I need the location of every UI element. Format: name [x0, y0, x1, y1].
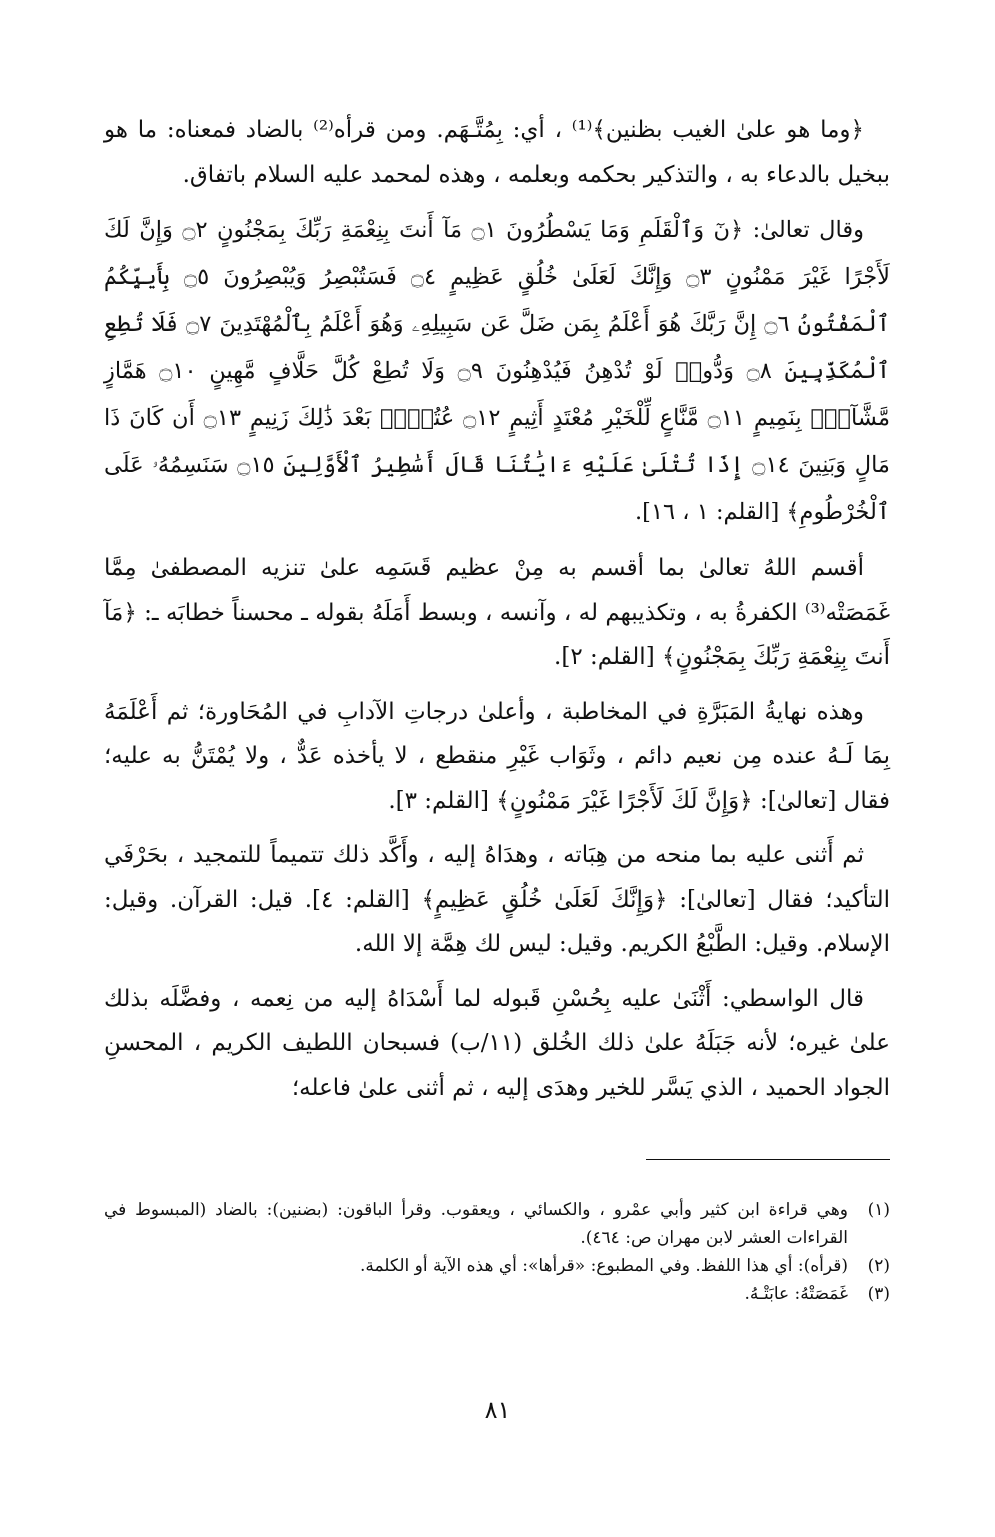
- footnote-number: (٢): [867, 1256, 890, 1276]
- footnote-number: (١): [867, 1200, 890, 1220]
- main-text: [104, 108, 890, 1120]
- paragraph-4: وهذه نهايةُ المَبَرَّةِ في المخاطبة ، وأعلىٰ درجاتِ الآدابِ في المُحَاورة؛ ثم أَعْلَمَهُ بِمَا لَـهُ عنده مِن نعيم دائم ، وثَوَاب غَيْرِ منقطع ، لا يأخذه عَدٌّ ، ولا يُمْتَنُّ به عليه؛ فقال [تعالىٰ]: ﴿وَإِنَّ لَكَ لَأَجْرًا غَيْرَ مَمْنُونٍ﴾ [القلم: ٣].: [104, 698, 890, 814]
- footnote-divider: [646, 1159, 890, 1160]
- footnote-text: وهي قراءة ابن كثير وأبي عمْرو ، والكسائي ، ويعقوب. وقرأ الباقون: (بضنين): بالضاد (المبسوط في القراءات العشر لابن مهران ص: ٤٦٤).: [104, 1200, 848, 1248]
- footnote-text: غَمَصَتْهُ: عابَتْـهُ.: [744, 1284, 848, 1304]
- paragraph-6: قال الواسطي: أَثْنَىٰ عليه بِحُسْنِ قَبوله لما أَسْدَاهُ إليه من نِعمه ، وفضَّلَه بذلك علىٰ غيره؛ لأنه جَبَلَهُ علىٰ ذلك الخُلق (١١/ب) فسبحان اللطيف الكريم ، المحسنِ الجواد الحميد ، الذي يَسَّر للخير وهدَى إليه ، ثم أثنى علىٰ فاعله؛: [104, 985, 890, 1101]
- footnote-1: [104, 1196, 890, 1252]
- footnote-number: (٣): [867, 1284, 890, 1304]
- footnotes: [104, 1196, 890, 1308]
- paragraph-5: ثم أَثنى عليه بما منحه من هِبَاته ، وهدَاهُ إليه ، وأَكَّد ذلك تتميماً للتمجيد ، بحَرْفَي التأكيد؛ فقال [تعالىٰ]: ﴿وَإِنَّكَ لَعَلَىٰ خُلُقٍ عَظِيمٍ﴾ [القلم: ٤]. قيل: القرآن. وقيل: الإسلام. وقيل: الطَّبْعُ الكريم. وقيل: ليس لك هِمَّة إلا الله.: [104, 842, 890, 957]
- footnote-2: [104, 1252, 890, 1280]
- page-number: ٨١: [484, 1396, 511, 1424]
- footnote-3: [104, 1280, 890, 1308]
- footnote-text: (قرأه): أي هذا اللفظ. وفي المطبوع: «قرأها»: أي هذه الآية أو الكلمة.: [359, 1256, 848, 1276]
- paragraph-3: أقسم اللهُ تعالىٰ بما أقسم به مِنْ عظيم قَسَمِه علىٰ تنزيه المصطفىٰ مِمَّا غَمَصَتْه⁽³⁾ الكفرةُ به ، وتكذيبهم له ، وآنسه ، وبسط أَمَلَهُ بقوله ـ محسناً خطابَه ـ: ﴿مَآ أَنتَ بِنِعْمَةِ رَبِّكَ بِمَجْنُونٍ﴾ [القلم: ٢].: [104, 555, 890, 670]
- paragraph-1: ﴿وما هو علىٰ الغيب بظنين﴾⁽¹⁾ ، أي: بِمُتَّـهَم. ومن قرأه⁽²⁾ بالضاد فمعناه: ما هو ببخيل بالدعاء به ، والتذكير بحكمه وبعلمه ، وهذه لمحمد عليه السلام باتفاق.: [104, 117, 890, 188]
- paragraph-2-quran: وقال تعالىٰ: ﴿نٓ وَٱلْقَلَمِ وَمَا يَسْطُرُونَ ۝١ مَآ أَنتَ بِنِعْمَةِ رَبِّكَ بِمَجْنُونٍ ۝٢ وَإِنَّ لَكَ لَأَجْرًا غَيْرَ مَمْنُونٍ ۝٣ وَإِنَّكَ لَعَلَىٰ خُلُقٍ عَظِيمٍ ۝٤ فَسَتُبْصِرُ وَيُبْصِرُونَ ۝٥ بِأَييِّكُمُ ٱلْمَفْتُونُ ۝٦ إِنَّ رَبَّكَ هُوَ أَعْلَمُ بِمَن ضَلَّ عَن سَبِيلِهِۦ وَهُوَ أَعْلَمُ بِٱلْمُهْتَدِينَ ۝٧ فَلَا تُطِعِ ٱلْمُكَذِّبِينَ ۝٨ وَدُّوا۟ لَوْ تُدْهِنُ فَيُدْهِنُونَ ۝٩ وَلَا تُطِعْ كُلَّ حَلَّافٍ مَّهِينٍ ۝١٠ هَمَّازٍ مَّشَّآءٍۭ بِنَمِيمٍ ۝١١ مَّنَّاعٍ لِّلْخَيْرِ مُعْتَدٍ أَثِيمٍ ۝١٢ عُتُلٍّۭ بَعْدَ ذَٰلِكَ زَنِيمٍ ۝١٣ أَن كَانَ ذَا مَالٍ وَبَنِينَ ۝١٤ إِذَا تُتْلَىٰ عَلَيْهِ ءَايَٰتُنَا قَالَ أَسَٰطِيرُ ٱلْأَوَّلِينَ ۝١٥ سَنَسِمُهُۥ عَلَى ٱلْخُرْطُومِ﴾ [القلم: ١ ، ١٦].: [104, 217, 891, 525]
